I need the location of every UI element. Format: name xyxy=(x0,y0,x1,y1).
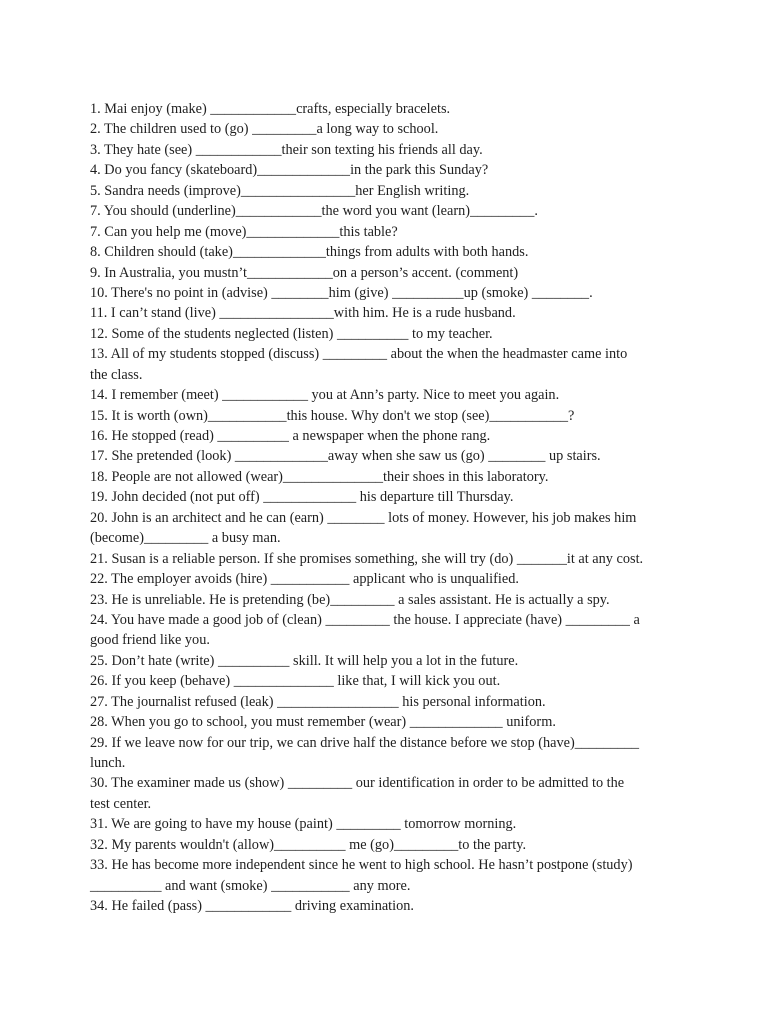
text-line: 1. Mai enjoy (make) ____________crafts, especially bracelets. xyxy=(90,101,451,117)
text-line: 26. If you keep (behave) ______________ like that, I will kick you out. xyxy=(90,673,501,690)
text-line: 20. John is an architect and he can (earn) ________ lots of money. However, his job makes him xyxy=(90,509,637,526)
text-line: 8. Children should (take)_____________things from adults with both hands. xyxy=(90,244,529,261)
text-line: 7. Can you help me (move)_____________this table? xyxy=(90,223,398,240)
text-line: 21. Susan is a reliable person. If she promises something, she will try (do) _______it at any cost. xyxy=(90,550,644,567)
text-line: 13. All of my students stopped (discuss) _________ about the when the headmaster came into xyxy=(90,346,628,363)
text-line: 9. In Australia, you mustn’t____________on a person’s accent. (comment) xyxy=(90,264,519,281)
text-line: 12. Some of the students neglected (listen) __________ to my teacher. xyxy=(90,325,493,342)
text-line: 17. She pretended (look) _____________away when she saw us (go) ________ up stairs. xyxy=(90,448,601,465)
text-line: 16. He stopped (read) __________ a newspaper when the phone rang. xyxy=(90,428,491,444)
text-line: 14. I remember (meet) ____________ you at Ann’s party. Nice to meet you again. xyxy=(90,387,560,404)
text-line: 11. I can’t stand (live) ________________with him. He is a rude husband. xyxy=(90,305,516,322)
text-line: 32. My parents wouldn't (allow)__________ me (go)_________to the party. xyxy=(90,836,527,853)
text-line: 19. John decided (not put off) _____________ his departure till Thursday. xyxy=(90,489,514,506)
text-line: 31. We are going to have my house (paint) _________ tomorrow morning. xyxy=(90,816,517,833)
text-line: the class. xyxy=(90,366,143,383)
text-line: 28. When you go to school, you must remember (wear) _____________ uniform. xyxy=(90,714,556,731)
text-line: 29. If we leave now for our trip, we can drive half the distance before we stop (have)_________ xyxy=(90,734,640,751)
text-line: lunch. xyxy=(90,755,126,771)
text-line: __________ and want (smoke) ___________ any more. xyxy=(90,877,411,894)
text-line: 22. The employer avoids (hire) ___________ applicant who is unqualified. xyxy=(90,571,519,588)
text-line: 15. It is worth (own)___________this house. Why don't we stop (see)___________? xyxy=(90,407,575,424)
text-line: 4. Do you fancy (skateboard)_____________in the park this Sunday? xyxy=(90,162,489,179)
text-line: 24. You have made a good job of (clean) _________ the house. I appreciate (have) _________ a xyxy=(90,611,640,628)
text-line: 27. The journalist refused (leak) _________________ his personal information. xyxy=(90,693,546,710)
worksheet-body xyxy=(90,99,680,917)
text-line: 34. He failed (pass) ____________ driving examination. xyxy=(90,898,414,915)
text-line: test center. xyxy=(90,795,152,812)
text-line: good friend like you. xyxy=(90,632,210,649)
text-line: 25. Don’t hate (write) __________ skill. It will help you a lot in the future. xyxy=(90,652,519,669)
text-line: 23. He is unreliable. He is pretending (be)_________ a sales assistant. He is actually a spy. xyxy=(90,591,610,608)
text-line: 3. They hate (see) ____________their son texting his friends all day. xyxy=(90,141,483,158)
text-line: 7. You should (underline)____________the word you want (learn)_________. xyxy=(90,203,538,220)
text-line: 33. He has become more independent since he went to high school. He hasn’t postpone (study) xyxy=(90,857,633,874)
text-line: 18. People are not allowed (wear)______________their shoes in this laboratory. xyxy=(90,468,549,485)
text-line: 2. The children used to (go) _________a long way to school. xyxy=(90,121,439,138)
text-line: 30. The examiner made us (show) _________ our identification in order to be admitted to the xyxy=(90,775,625,792)
text-line: (become)_________ a busy man. xyxy=(90,530,281,547)
text-line: 5. Sandra needs (improve)________________her English writing. xyxy=(90,182,470,199)
text-line: 10. There's no point in (advise) ________him (give) __________up (smoke) ________. xyxy=(90,284,593,301)
